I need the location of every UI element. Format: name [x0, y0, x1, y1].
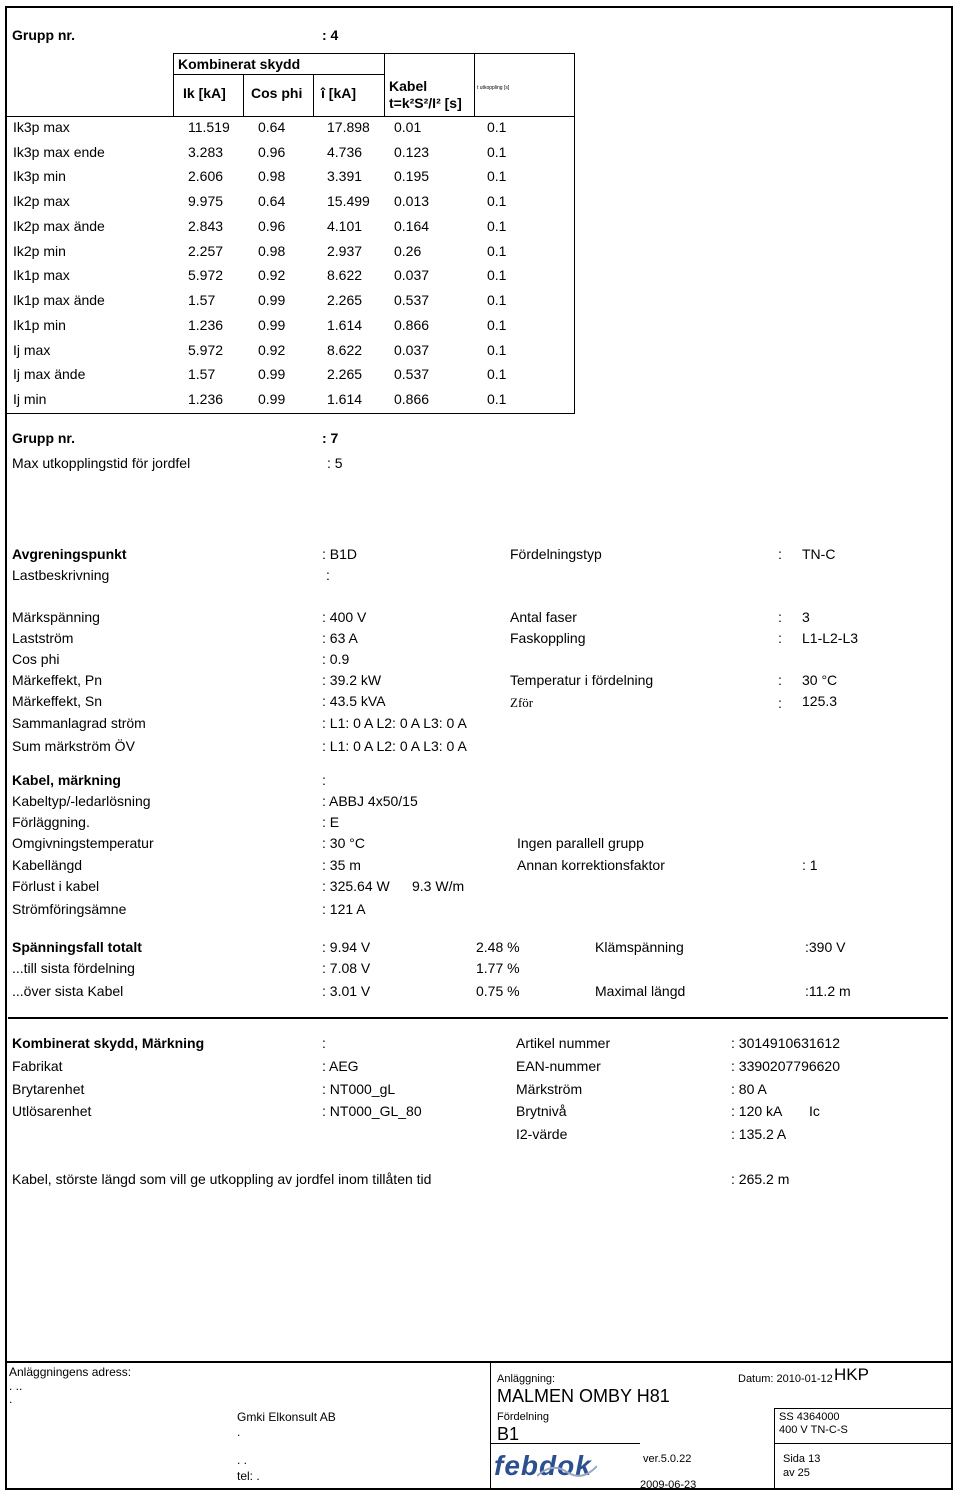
table-row [0, 267, 600, 292]
artikel-label: Artikel nummer [516, 1035, 611, 1051]
sista-fordelning-value: : 7.08 V [322, 960, 371, 976]
stromforing-label: Strömföringsämne [12, 901, 127, 917]
cell-ihat: 17.898 [327, 119, 370, 135]
cell-ik: 1.236 [188, 317, 224, 333]
kabel-markning-title: Kabel, märkning [12, 772, 121, 788]
table-row [0, 243, 600, 268]
page-total: av 25 [783, 1467, 810, 1479]
brytniva-label: Brytnivå [516, 1103, 567, 1119]
markeffekt-sn-value: : 43.5 kVA [322, 693, 386, 709]
group2-label: Grupp nr. [12, 430, 75, 446]
adress-line1: . .. [9, 1379, 23, 1393]
table-super-line [173, 74, 384, 75]
company-name: Gmki Elkonsult AB [237, 1410, 336, 1424]
adress-label: Anläggningens adress: [9, 1365, 132, 1379]
forlust-label: Förlust i kabel [12, 878, 100, 894]
kabel-markning-colon: : [322, 772, 326, 788]
cell-ihat: 15.499 [327, 193, 370, 209]
fordelning-value: B1 [497, 1424, 520, 1444]
sum-markstrom-label: Sum märkström ÖV [12, 738, 135, 754]
kabellangd-value: : 35 m [322, 857, 361, 873]
temperatur-label: Temperatur i fördelning [510, 672, 654, 688]
table-col-line [173, 53, 174, 116]
markspanning-label: Märkspänning [12, 609, 100, 625]
table-row [0, 168, 600, 193]
cell-kabel: 0.195 [394, 168, 430, 184]
korrektionsfaktor-label: Annan korrektionsfaktor [517, 857, 665, 873]
cell-tut: 0.1 [487, 119, 507, 135]
table-row [0, 342, 600, 367]
cell-tut: 0.1 [487, 144, 507, 160]
avgreningspunkt-value: : B1D [322, 546, 358, 562]
version: ver.5.0.22 [643, 1453, 692, 1465]
cell-cos: 0.92 [258, 267, 286, 283]
faskoppling-value: L1-L2-L3 [802, 630, 859, 646]
korrektionsfaktor-value: : 1 [802, 857, 818, 873]
table-col-line [313, 74, 314, 116]
row-label: Ij max ände [13, 366, 86, 382]
kombinerat-skydd-colon: : [322, 1035, 326, 1051]
kombinerat-skydd-title: Kombinerat skydd, Märkning [12, 1035, 205, 1051]
cell-ihat: 1.614 [327, 391, 363, 407]
cell-cos: 0.99 [258, 366, 286, 382]
spanningsfall-total-pct: 2.48 % [476, 939, 520, 955]
laststrom-label: Lastström [12, 630, 74, 646]
sum-markstrom-value: : L1: 0 A L2: 0 A L3: 0 A [322, 738, 467, 754]
fabrikat-label: Fabrikat [12, 1058, 63, 1074]
footer-divider [490, 1361, 491, 1490]
spanningsfall-total-label: Spänningsfall totalt [12, 939, 142, 955]
sista-kabel-label: ...över sista Kabel [12, 983, 124, 999]
row-label: Ik3p min [13, 168, 66, 184]
cell-ihat: 2.265 [327, 292, 363, 308]
cell-ihat: 4.736 [327, 144, 363, 160]
company-line2: . . [237, 1453, 248, 1467]
section-divider [8, 1017, 948, 1019]
footer-line [774, 1443, 953, 1444]
lastbeskrivning-label: Lastbeskrivning [12, 567, 110, 583]
cell-kabel: 0.537 [394, 366, 430, 382]
cell-ik: 5.972 [188, 267, 224, 283]
cell-ik: 2.257 [188, 243, 224, 259]
max-utkoppling-value: : 5 [327, 455, 343, 471]
cell-cos: 0.98 [258, 168, 286, 184]
cell-kabel: 0.866 [394, 317, 430, 333]
cell-tut: 0.1 [487, 267, 507, 283]
maximal-langd-label: Maximal längd [595, 983, 686, 999]
antal-faser-label: Antal faser [510, 609, 577, 625]
cell-ihat: 4.101 [327, 218, 363, 234]
cell-kabel: 0.26 [394, 243, 422, 259]
cell-ik: 3.283 [188, 144, 224, 160]
omgivningstemp-label: Omgivningstemperatur [12, 835, 154, 851]
febdok-logo: febdok [494, 1450, 592, 1481]
cell-ik: 2.606 [188, 168, 224, 184]
fordelning-label: Fördelning [497, 1411, 549, 1423]
klamspanning-label: Klämspänning [595, 939, 684, 955]
max-utkoppling-label: Max utkopplingstid för jordfel [12, 455, 191, 471]
zfor-colon: : [778, 695, 782, 711]
faskoppling-colon: : [778, 630, 782, 646]
kabellangd-label: Kabellängd [12, 857, 83, 873]
table-row [0, 218, 600, 243]
cell-cos: 0.99 [258, 292, 286, 308]
markeffekt-sn-label: Märkeffekt, Sn [12, 693, 103, 709]
lastbeskrivning-value: : [326, 567, 330, 583]
cell-cos: 0.98 [258, 243, 286, 259]
longest-cable-value: : 265.2 m [731, 1171, 790, 1187]
version-date: 2009-06-23 [640, 1479, 697, 1491]
row-label: Ik1p max ände [13, 292, 105, 308]
cell-cos: 0.92 [258, 342, 286, 358]
table-row [0, 292, 600, 317]
logo-wave-icon [537, 1458, 597, 1482]
cell-tut: 0.1 [487, 243, 507, 259]
table-top-line [173, 53, 574, 54]
omgivningstemp-value: : 30 °C [322, 835, 365, 851]
cell-tut: 0.1 [487, 366, 507, 382]
avgreningspunkt-label: Avgreningspunkt [12, 546, 127, 562]
cell-kabel: 0.866 [394, 391, 430, 407]
col-header-ik: Ik [kA] [183, 85, 226, 101]
table-row [0, 391, 600, 416]
cell-ik: 1.57 [188, 366, 216, 382]
table-row [0, 193, 600, 218]
sista-fordelning-label: ...till sista fördelning [12, 960, 135, 976]
cell-ihat: 2.937 [327, 243, 363, 259]
faskoppling-label: Faskoppling [510, 630, 586, 646]
brytniva-unit: Ic [809, 1103, 820, 1119]
cell-ihat: 8.622 [327, 267, 363, 283]
row-label: Ik2p min [13, 243, 66, 259]
network-type: 400 V TN-C-S [779, 1424, 848, 1436]
table-header-bottom [5, 116, 575, 117]
klamspanning-value: :390 V [805, 939, 846, 955]
row-label: Ik3p max ende [13, 144, 105, 160]
page-number: Sida 13 [783, 1453, 821, 1465]
maximal-langd-value: :11.2 m [805, 983, 851, 999]
group1-label: Grupp nr. [12, 27, 75, 43]
cell-cos: 0.96 [258, 144, 286, 160]
kabeltyp-value: : ABBJ 4x50/15 [322, 793, 418, 809]
ean-value: : 3390207796620 [731, 1058, 840, 1074]
standard: SS 4364000 [779, 1411, 840, 1423]
cell-ihat: 8.622 [327, 342, 363, 358]
cell-cos: 0.99 [258, 317, 286, 333]
footer-top-line [5, 1361, 953, 1363]
row-label: Ik3p max [13, 119, 70, 135]
cell-kabel: 0.123 [394, 144, 430, 160]
datum: Datum: 2010-01-12 [738, 1373, 833, 1385]
cell-kabel: 0.01 [394, 119, 422, 135]
forlust-value: : 325.64 W [322, 878, 390, 894]
table-row [0, 144, 600, 169]
forlaggning-value: : E [322, 814, 340, 830]
row-label: Ik2p max ände [13, 218, 105, 234]
cell-ihat: 2.265 [327, 366, 363, 382]
cell-ik: 1.57 [188, 292, 216, 308]
cell-kabel: 0.037 [394, 342, 430, 358]
brytniva-value: : 120 kA [731, 1103, 783, 1119]
table-row [0, 119, 600, 144]
anlaggning-label: Anläggning: [497, 1373, 556, 1385]
table-super-header: Kombinerat skydd [178, 56, 301, 72]
row-label: Ik2p max [13, 193, 70, 209]
col-header-cosphi: Cos phi [251, 85, 303, 101]
company-line1: . [237, 1425, 241, 1439]
cell-ik: 2.843 [188, 218, 224, 234]
laststrom-value: : 63 A [322, 630, 358, 646]
row-label: Ik1p max [13, 267, 70, 283]
ean-label: EAN-nummer [516, 1058, 601, 1074]
sista-fordelning-pct: 1.77 % [476, 960, 520, 976]
fordelningstyp-colon: : [778, 546, 782, 562]
cell-cos: 0.96 [258, 218, 286, 234]
col-header-kabel: Kabel [389, 78, 428, 94]
col-header-tutkoppling: t utkoppling [s] [477, 85, 510, 91]
cell-tut: 0.1 [487, 168, 507, 184]
table-row [0, 366, 600, 391]
sammanlagrad-value: : L1: 0 A L2: 0 A L3: 0 A [322, 715, 467, 731]
zfor-label: Zför [510, 695, 534, 710]
adress-line2: . [9, 1392, 13, 1406]
cell-ihat: 1.614 [327, 317, 363, 333]
cell-tut: 0.1 [487, 292, 507, 308]
company-tel: tel: . [237, 1469, 260, 1483]
cell-cos: 0.99 [258, 391, 286, 407]
temperatur-value: 30 °C [802, 672, 838, 688]
i2-label: I2-värde [516, 1126, 568, 1142]
cell-kabel: 0.037 [394, 267, 430, 283]
col-header-ihat: î [kA] [321, 85, 356, 101]
spanningsfall-total-value: : 9.94 V [322, 939, 371, 955]
antal-faser-value: 3 [802, 609, 810, 625]
markspanning-value: : 400 V [322, 609, 367, 625]
utlosarenhet-label: Utlösarenhet [12, 1103, 92, 1119]
signature: HKP [834, 1365, 869, 1384]
group1-value: : 4 [322, 27, 339, 43]
brytarenhet-value: : NT000_gL [322, 1081, 396, 1097]
cell-cos: 0.64 [258, 193, 286, 209]
table-col-line [243, 74, 244, 116]
longest-cable-label: Kabel, störste längd som vill ge utkoppling av jordfel inom tillåten tid [12, 1171, 432, 1187]
cell-tut: 0.1 [487, 391, 507, 407]
anlaggning-value: MALMEN OMBY H81 [497, 1386, 670, 1406]
table-col-line [474, 53, 475, 116]
row-label: Ij min [13, 391, 47, 407]
fabrikat-value: : AEG [322, 1058, 359, 1074]
markstrom-value: : 80 A [731, 1081, 767, 1097]
sista-kabel-value: : 3.01 V [322, 983, 371, 999]
parallel-group-text: Ingen parallell grupp [517, 835, 644, 851]
markeffekt-pn-value: : 39.2 kW [322, 672, 382, 688]
forlust-per-m: 9.3 W/m [412, 878, 465, 894]
markstrom-label: Märkström [516, 1081, 583, 1097]
cell-kabel: 0.537 [394, 292, 430, 308]
utlosarenhet-value: : NT000_GL_80 [322, 1103, 422, 1119]
temperatur-colon: : [778, 672, 782, 688]
brytarenhet-label: Brytarenhet [12, 1081, 85, 1097]
artikel-value: : 3014910631612 [731, 1035, 840, 1051]
cell-ihat: 3.391 [327, 168, 363, 184]
cell-ik: 11.519 [188, 119, 230, 135]
antal-faser-colon: : [778, 609, 782, 625]
cell-kabel: 0.164 [394, 218, 430, 234]
kabeltyp-label: Kabeltyp/-ledarlösning [12, 793, 151, 809]
sista-kabel-pct: 0.75 % [476, 983, 520, 999]
i2-value: : 135.2 A [731, 1126, 787, 1142]
group2-value: : 7 [322, 430, 339, 446]
table-col-line [384, 53, 385, 116]
cell-cos: 0.64 [258, 119, 286, 135]
cell-tut: 0.1 [487, 317, 507, 333]
row-label: Ik1p min [13, 317, 66, 333]
cell-tut: 0.1 [487, 218, 507, 234]
cell-ik: 1.236 [188, 391, 224, 407]
row-label: Ij max [13, 342, 51, 358]
fordelningstyp-value: TN-C [802, 546, 836, 562]
col-header-kabel-formula: t=k²S²/I² [s] [389, 95, 462, 111]
footer-divider [774, 1408, 775, 1490]
cell-kabel: 0.013 [394, 193, 430, 209]
markeffekt-pn-label: Märkeffekt, Pn [12, 672, 103, 688]
table-row [0, 317, 600, 342]
forlaggning-label: Förläggning. [12, 814, 90, 830]
cosphi-value: : 0.9 [322, 651, 350, 667]
stromforing-value: : 121 A [322, 901, 366, 917]
cell-tut: 0.1 [487, 193, 507, 209]
zfor-value: 125.3 [802, 693, 838, 709]
cell-ik: 5.972 [188, 342, 224, 358]
cell-ik: 9.975 [188, 193, 224, 209]
cosphi-label: Cos phi [12, 651, 60, 667]
sammanlagrad-label: Sammanlagrad ström [12, 715, 146, 731]
cell-tut: 0.1 [487, 342, 507, 358]
fordelningstyp-label: Fördelningstyp [510, 546, 602, 562]
